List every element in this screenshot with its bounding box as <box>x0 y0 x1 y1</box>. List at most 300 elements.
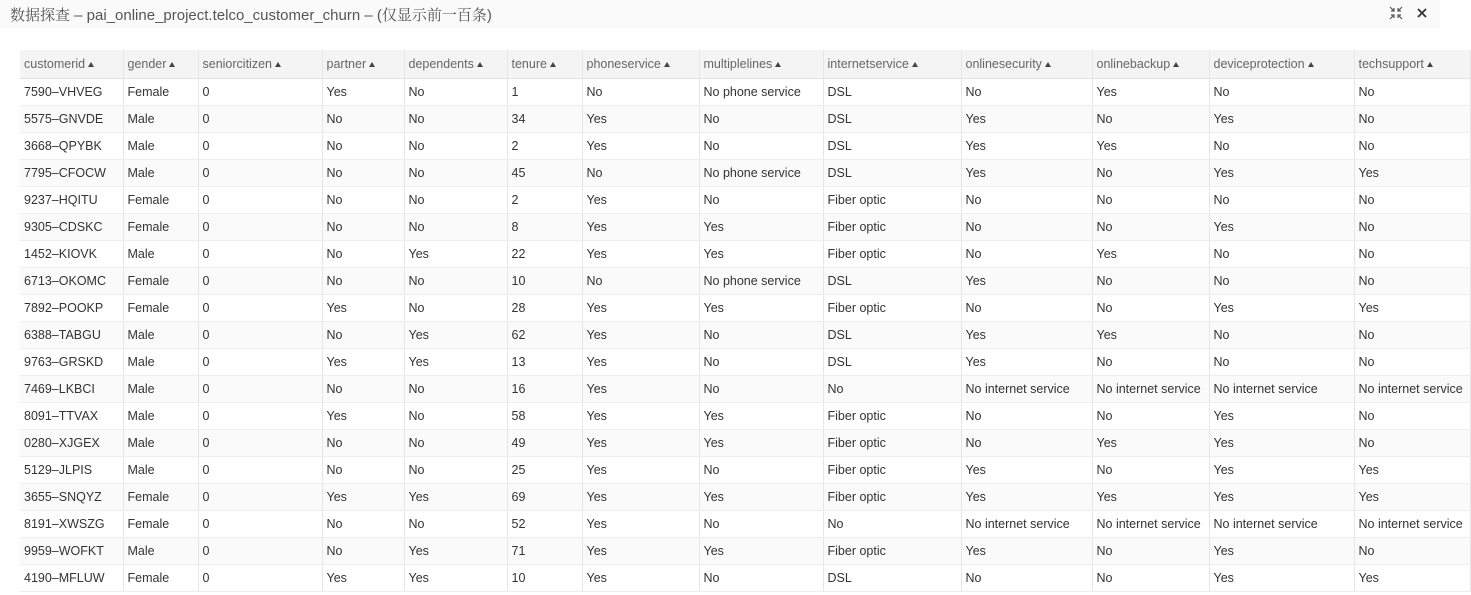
table-cell-techsupport: No <box>1354 105 1470 132</box>
table-cell-phoneservice: Yes <box>582 105 699 132</box>
table-row[interactable] <box>20 267 1470 294</box>
sort-ascending-icon[interactable] <box>775 62 781 67</box>
table-cell-deviceprotection: No <box>1209 132 1354 159</box>
table-cell-phoneservice: Yes <box>582 510 699 537</box>
table-row[interactable] <box>20 348 1470 375</box>
table-cell-onlinesecurity: Yes <box>961 348 1092 375</box>
table-cell-customerid: 7469–LKBCI <box>20 375 123 402</box>
table-cell-deviceprotection: No <box>1209 348 1354 375</box>
table-cell-seniorcitizen: 0 <box>198 321 322 348</box>
table-cell-phoneservice: No <box>582 78 699 105</box>
column-header-multiplelines[interactable] <box>699 50 823 78</box>
table-cell-gender: Female <box>123 294 198 321</box>
table-cell-internetservice: DSL <box>823 564 961 591</box>
table-cell-onlinesecurity: No internet service <box>961 375 1092 402</box>
table-cell-multiplelines: No <box>699 510 823 537</box>
table-cell-dependents: No <box>404 402 507 429</box>
header-row <box>20 50 1470 78</box>
table-cell-partner: No <box>322 267 404 294</box>
table-cell-internetservice: DSL <box>823 132 961 159</box>
dialog-titlebar <box>0 0 1440 28</box>
table-cell-seniorcitizen: 0 <box>198 240 322 267</box>
table-cell-gender: Male <box>123 321 198 348</box>
table-cell-onlinebackup: Yes <box>1092 321 1209 348</box>
table-row[interactable] <box>20 105 1470 132</box>
table-cell-techsupport: No <box>1354 240 1470 267</box>
table-cell-deviceprotection: No internet service <box>1209 510 1354 537</box>
column-header-label: deviceprotection <box>1213 56 1305 71</box>
table-cell-seniorcitizen: 0 <box>198 429 322 456</box>
table-cell-onlinebackup: Yes <box>1092 78 1209 105</box>
table-cell-seniorcitizen: 0 <box>198 564 322 591</box>
sort-ascending-icon[interactable] <box>169 62 175 67</box>
table-cell-deviceprotection: No <box>1209 240 1354 267</box>
table-cell-customerid: 7795–CFOCW <box>20 159 123 186</box>
column-header-label: customerid <box>24 56 86 71</box>
column-header-customerid[interactable] <box>20 50 123 78</box>
table-cell-onlinebackup: No <box>1092 105 1209 132</box>
table-cell-phoneservice: Yes <box>582 348 699 375</box>
table-row[interactable] <box>20 240 1470 267</box>
table-cell-tenure: 28 <box>507 294 582 321</box>
table-cell-partner: No <box>322 429 404 456</box>
table-body <box>20 78 1470 591</box>
table-cell-tenure: 1 <box>507 78 582 105</box>
table-cell-internetservice: DSL <box>823 348 961 375</box>
table-cell-multiplelines: No <box>699 105 823 132</box>
table-cell-partner: Yes <box>322 402 404 429</box>
table-cell-gender: Male <box>123 456 198 483</box>
table-cell-deviceprotection: Yes <box>1209 159 1354 186</box>
column-header-techsupport[interactable] <box>1354 50 1470 78</box>
table-cell-techsupport: No <box>1354 132 1470 159</box>
table-cell-dependents: No <box>404 105 507 132</box>
table-cell-onlinesecurity: No <box>961 429 1092 456</box>
table-cell-partner: No <box>322 537 404 564</box>
table-cell-partner: Yes <box>322 348 404 375</box>
table-cell-multiplelines: No <box>699 348 823 375</box>
table-cell-techsupport: Yes <box>1354 294 1470 321</box>
column-header-label: internetservice <box>827 56 909 71</box>
sort-ascending-icon[interactable] <box>275 62 281 67</box>
table-cell-onlinebackup: No <box>1092 564 1209 591</box>
table-cell-customerid: 3655–SNQYZ <box>20 483 123 510</box>
table-row[interactable] <box>20 186 1470 213</box>
table-row[interactable] <box>20 213 1470 240</box>
table-cell-onlinebackup: No internet service <box>1092 375 1209 402</box>
table-cell-tenure: 8 <box>507 213 582 240</box>
table-cell-techsupport: No <box>1354 402 1470 429</box>
table-cell-seniorcitizen: 0 <box>198 105 322 132</box>
table-cell-customerid: 3668–QPYBK <box>20 132 123 159</box>
table-cell-internetservice: DSL <box>823 159 961 186</box>
table-cell-partner: No <box>322 213 404 240</box>
table-cell-deviceprotection: Yes <box>1209 429 1354 456</box>
table-cell-phoneservice: No <box>582 159 699 186</box>
table-cell-seniorcitizen: 0 <box>198 294 322 321</box>
table-cell-customerid: 5129–JLPIS <box>20 456 123 483</box>
table-cell-internetservice: Fiber optic <box>823 537 961 564</box>
table-cell-tenure: 71 <box>507 537 582 564</box>
column-header-label: seniorcitizen <box>202 56 272 71</box>
sort-ascending-icon[interactable] <box>1427 62 1433 67</box>
table-cell-onlinebackup: No <box>1092 186 1209 213</box>
table-cell-multiplelines: No phone service <box>699 267 823 294</box>
sort-ascending-icon[interactable] <box>1045 62 1051 67</box>
table-cell-onlinesecurity: Yes <box>961 267 1092 294</box>
table-cell-phoneservice: Yes <box>582 375 699 402</box>
table-cell-partner: No <box>322 240 404 267</box>
table-cell-techsupport: No <box>1354 429 1470 456</box>
title-controls <box>1388 5 1430 21</box>
table-row[interactable] <box>20 321 1470 348</box>
table-cell-onlinesecurity: Yes <box>961 132 1092 159</box>
table-cell-tenure: 22 <box>507 240 582 267</box>
table-cell-phoneservice: Yes <box>582 294 699 321</box>
table-cell-gender: Male <box>123 105 198 132</box>
table-cell-customerid: 9959–WOFKT <box>20 537 123 564</box>
table-cell-phoneservice: Yes <box>582 564 699 591</box>
table-cell-dependents: No <box>404 186 507 213</box>
table-cell-onlinesecurity: Yes <box>961 105 1092 132</box>
table-cell-gender: Male <box>123 159 198 186</box>
table-row[interactable] <box>20 564 1470 591</box>
table-cell-seniorcitizen: 0 <box>198 402 322 429</box>
table-cell-onlinebackup: No <box>1092 294 1209 321</box>
table-cell-phoneservice: Yes <box>582 240 699 267</box>
table-cell-techsupport: No <box>1354 267 1470 294</box>
table-cell-dependents: Yes <box>404 348 507 375</box>
sort-ascending-icon[interactable] <box>477 62 483 67</box>
table-cell-seniorcitizen: 0 <box>198 186 322 213</box>
table-cell-phoneservice: Yes <box>582 402 699 429</box>
table-cell-phoneservice: No <box>582 267 699 294</box>
column-header-label: multiplelines <box>703 56 773 71</box>
table-cell-onlinebackup: No <box>1092 402 1209 429</box>
column-header-label: dependents <box>408 56 474 71</box>
table-row[interactable] <box>20 132 1470 159</box>
table-row[interactable] <box>20 429 1470 456</box>
table-cell-internetservice: No <box>823 510 961 537</box>
table-cell-phoneservice: Yes <box>582 186 699 213</box>
table-cell-seniorcitizen: 0 <box>198 456 322 483</box>
table-cell-partner: No <box>322 456 404 483</box>
table-cell-gender: Male <box>123 375 198 402</box>
column-header-gender[interactable] <box>123 50 198 78</box>
table-cell-multiplelines: Yes <box>699 483 823 510</box>
compress-icon[interactable] <box>1388 5 1404 21</box>
table-cell-partner: No <box>322 186 404 213</box>
table-cell-tenure: 2 <box>507 186 582 213</box>
table-cell-partner: Yes <box>322 564 404 591</box>
table-cell-internetservice: Fiber optic <box>823 294 961 321</box>
table-cell-dependents: Yes <box>404 564 507 591</box>
table-cell-tenure: 2 <box>507 132 582 159</box>
table-cell-partner: No <box>322 375 404 402</box>
table-row[interactable] <box>20 537 1470 564</box>
table-cell-gender: Male <box>123 348 198 375</box>
table-cell-onlinebackup: No <box>1092 348 1209 375</box>
table-cell-phoneservice: Yes <box>582 213 699 240</box>
table-cell-phoneservice: Yes <box>582 456 699 483</box>
table-cell-deviceprotection: Yes <box>1209 402 1354 429</box>
table-cell-techsupport: No <box>1354 348 1470 375</box>
table-cell-deviceprotection: No <box>1209 321 1354 348</box>
table-cell-dependents: No <box>404 294 507 321</box>
table-cell-dependents: No <box>404 267 507 294</box>
table-cell-dependents: Yes <box>404 321 507 348</box>
table-cell-partner: No <box>322 105 404 132</box>
column-header-label: onlinesecurity <box>965 56 1042 71</box>
table-row[interactable] <box>20 483 1470 510</box>
table-cell-internetservice: DSL <box>823 267 961 294</box>
close-icon-svg <box>1416 7 1428 19</box>
table-cell-seniorcitizen: 0 <box>198 267 322 294</box>
table-cell-customerid: 4190–MFLUW <box>20 564 123 591</box>
table-cell-multiplelines: No <box>699 375 823 402</box>
table-cell-onlinebackup: No <box>1092 537 1209 564</box>
table-cell-dependents: No <box>404 510 507 537</box>
sort-ascending-icon[interactable] <box>1173 62 1179 67</box>
data-table <box>20 50 1471 592</box>
table-header <box>20 50 1470 78</box>
table-cell-deviceprotection: No <box>1209 186 1354 213</box>
table-cell-internetservice: Fiber optic <box>823 483 961 510</box>
table-row[interactable] <box>20 510 1470 537</box>
table-cell-onlinesecurity: No internet service <box>961 510 1092 537</box>
table-cell-internetservice: DSL <box>823 105 961 132</box>
table-row[interactable] <box>20 402 1470 429</box>
table-cell-customerid: 6713–OKOMC <box>20 267 123 294</box>
column-header-label: tenure <box>511 56 547 71</box>
column-header-label: phoneservice <box>586 56 661 71</box>
table-cell-tenure: 69 <box>507 483 582 510</box>
table-cell-dependents: No <box>404 375 507 402</box>
table-cell-tenure: 52 <box>507 510 582 537</box>
column-header-label: partner <box>326 56 367 71</box>
table-cell-customerid: 6388–TABGU <box>20 321 123 348</box>
table-cell-internetservice: Fiber optic <box>823 186 961 213</box>
column-header-onlinebackup[interactable] <box>1092 50 1209 78</box>
table-cell-gender: Male <box>123 402 198 429</box>
table-cell-tenure: 58 <box>507 402 582 429</box>
table-cell-techsupport: No <box>1354 537 1470 564</box>
column-header-internetservice[interactable] <box>823 50 961 78</box>
table-cell-dependents: No <box>404 456 507 483</box>
sort-ascending-icon[interactable] <box>550 62 556 67</box>
table-row[interactable] <box>20 375 1470 402</box>
table-cell-deviceprotection: Yes <box>1209 564 1354 591</box>
table-cell-dependents: Yes <box>404 537 507 564</box>
sort-ascending-icon[interactable] <box>88 62 94 67</box>
table-cell-multiplelines: No phone service <box>699 159 823 186</box>
table-cell-internetservice: Fiber optic <box>823 456 961 483</box>
table-cell-gender: Male <box>123 537 198 564</box>
table-cell-gender: Female <box>123 510 198 537</box>
table-cell-onlinesecurity: No <box>961 78 1092 105</box>
table-cell-dependents: Yes <box>404 240 507 267</box>
sort-ascending-icon[interactable] <box>1308 62 1314 67</box>
table-cell-seniorcitizen: 0 <box>198 483 322 510</box>
table-cell-partner: Yes <box>322 294 404 321</box>
table-cell-seniorcitizen: 0 <box>198 159 322 186</box>
table-cell-partner: No <box>322 510 404 537</box>
table-cell-multiplelines: Yes <box>699 213 823 240</box>
table-cell-onlinebackup: No internet service <box>1092 510 1209 537</box>
table-cell-multiplelines: Yes <box>699 429 823 456</box>
table-cell-multiplelines: Yes <box>699 294 823 321</box>
table-cell-deviceprotection: No <box>1209 267 1354 294</box>
table-cell-deviceprotection: Yes <box>1209 213 1354 240</box>
table-cell-dependents: No <box>404 213 507 240</box>
table-cell-phoneservice: Yes <box>582 483 699 510</box>
column-header-tenure[interactable] <box>507 50 582 78</box>
table-cell-internetservice: Fiber optic <box>823 240 961 267</box>
table-cell-multiplelines: No phone service <box>699 78 823 105</box>
table-cell-gender: Female <box>123 267 198 294</box>
table-cell-internetservice: Fiber optic <box>823 429 961 456</box>
table-cell-customerid: 0280–XJGEX <box>20 429 123 456</box>
table-cell-phoneservice: Yes <box>582 321 699 348</box>
table-cell-gender: Female <box>123 564 198 591</box>
table-cell-multiplelines: Yes <box>699 537 823 564</box>
compress-icon-svg <box>1389 6 1403 20</box>
table-cell-dependents: No <box>404 429 507 456</box>
table-cell-onlinesecurity: No <box>961 186 1092 213</box>
column-header-deviceprotection[interactable] <box>1209 50 1354 78</box>
table-scroll-area[interactable] <box>20 50 1463 595</box>
table-cell-seniorcitizen: 0 <box>198 78 322 105</box>
table-cell-deviceprotection: Yes <box>1209 456 1354 483</box>
table-cell-tenure: 45 <box>507 159 582 186</box>
table-row[interactable] <box>20 456 1470 483</box>
column-header-seniorcitizen[interactable] <box>198 50 322 78</box>
table-cell-tenure: 16 <box>507 375 582 402</box>
table-cell-seniorcitizen: 0 <box>198 510 322 537</box>
table-cell-deviceprotection: Yes <box>1209 483 1354 510</box>
table-cell-multiplelines: Yes <box>699 240 823 267</box>
table-cell-tenure: 49 <box>507 429 582 456</box>
table-cell-partner: No <box>322 321 404 348</box>
column-header-onlinesecurity[interactable] <box>961 50 1092 78</box>
table-cell-gender: Female <box>123 483 198 510</box>
table-cell-seniorcitizen: 0 <box>198 348 322 375</box>
table-cell-phoneservice: Yes <box>582 429 699 456</box>
table-cell-customerid: 9237–HQITU <box>20 186 123 213</box>
table-cell-tenure: 13 <box>507 348 582 375</box>
sort-ascending-icon[interactable] <box>912 62 918 67</box>
column-header-label: gender <box>127 56 167 71</box>
table-cell-onlinebackup: Yes <box>1092 483 1209 510</box>
table-cell-seniorcitizen: 0 <box>198 375 322 402</box>
table-cell-tenure: 25 <box>507 456 582 483</box>
table-cell-techsupport: No <box>1354 213 1470 240</box>
table-cell-tenure: 10 <box>507 564 582 591</box>
table-cell-customerid: 9763–GRSKD <box>20 348 123 375</box>
table-cell-techsupport: Yes <box>1354 159 1470 186</box>
table-cell-onlinebackup: Yes <box>1092 240 1209 267</box>
sort-ascending-icon[interactable] <box>369 62 375 67</box>
table-cell-onlinebackup: No <box>1092 159 1209 186</box>
table-row[interactable] <box>20 78 1470 105</box>
table-cell-multiplelines: No <box>699 564 823 591</box>
table-cell-gender: Male <box>123 132 198 159</box>
table-cell-dependents: Yes <box>404 483 507 510</box>
table-cell-deviceprotection: No <box>1209 78 1354 105</box>
table-cell-deviceprotection: No internet service <box>1209 375 1354 402</box>
table-cell-internetservice: DSL <box>823 321 961 348</box>
table-cell-onlinebackup: No <box>1092 456 1209 483</box>
table-cell-internetservice: Fiber optic <box>823 402 961 429</box>
table-cell-techsupport: No <box>1354 321 1470 348</box>
table-cell-phoneservice: Yes <box>582 537 699 564</box>
table-row[interactable] <box>20 159 1470 186</box>
table-cell-onlinesecurity: Yes <box>961 456 1092 483</box>
column-header-label: onlinebackup <box>1096 56 1171 71</box>
table-cell-multiplelines: Yes <box>699 402 823 429</box>
table-cell-gender: Male <box>123 429 198 456</box>
table-cell-deviceprotection: Yes <box>1209 105 1354 132</box>
table-cell-partner: No <box>322 132 404 159</box>
table-cell-techsupport: Yes <box>1354 564 1470 591</box>
table-row[interactable] <box>20 294 1470 321</box>
table-cell-onlinesecurity: No <box>961 240 1092 267</box>
table-cell-onlinesecurity: Yes <box>961 159 1092 186</box>
table-cell-seniorcitizen: 0 <box>198 213 322 240</box>
table-cell-multiplelines: No <box>699 186 823 213</box>
table-cell-onlinebackup: No <box>1092 213 1209 240</box>
table-cell-gender: Female <box>123 78 198 105</box>
table-cell-onlinesecurity: No <box>961 564 1092 591</box>
column-header-partner[interactable] <box>322 50 404 78</box>
table-cell-internetservice: Fiber optic <box>823 213 961 240</box>
table-cell-deviceprotection: Yes <box>1209 294 1354 321</box>
table-cell-multiplelines: No <box>699 321 823 348</box>
table-cell-onlinesecurity: No <box>961 294 1092 321</box>
table-cell-onlinesecurity: Yes <box>961 321 1092 348</box>
table-cell-customerid: 8191–XWSZG <box>20 510 123 537</box>
table-cell-techsupport: Yes <box>1354 456 1470 483</box>
table-cell-onlinebackup: No <box>1092 267 1209 294</box>
table-cell-techsupport: No <box>1354 78 1470 105</box>
table-cell-partner: No <box>322 159 404 186</box>
table-cell-onlinesecurity: No <box>961 213 1092 240</box>
table-cell-techsupport: Yes <box>1354 483 1470 510</box>
table-cell-phoneservice: Yes <box>582 132 699 159</box>
table-cell-techsupport: No internet service <box>1354 375 1470 402</box>
column-header-dependents[interactable] <box>404 50 507 78</box>
close-icon[interactable] <box>1414 5 1430 21</box>
sort-ascending-icon[interactable] <box>664 62 670 67</box>
table-cell-customerid: 1452–KIOVK <box>20 240 123 267</box>
column-header-phoneservice[interactable] <box>582 50 699 78</box>
table-cell-onlinesecurity: Yes <box>961 537 1092 564</box>
table-cell-onlinebackup: Yes <box>1092 429 1209 456</box>
table-cell-partner: Yes <box>322 78 404 105</box>
table-cell-internetservice: DSL <box>823 78 961 105</box>
table-cell-customerid: 7892–POOKP <box>20 294 123 321</box>
table-cell-partner: Yes <box>322 483 404 510</box>
table-cell-onlinesecurity: Yes <box>961 483 1092 510</box>
table-cell-seniorcitizen: 0 <box>198 537 322 564</box>
table-cell-customerid: 9305–CDSKC <box>20 213 123 240</box>
table-cell-tenure: 10 <box>507 267 582 294</box>
table-cell-seniorcitizen: 0 <box>198 132 322 159</box>
table-cell-customerid: 8091–TTVAX <box>20 402 123 429</box>
table-cell-tenure: 34 <box>507 105 582 132</box>
table-cell-gender: Male <box>123 240 198 267</box>
table-cell-deviceprotection: Yes <box>1209 537 1354 564</box>
